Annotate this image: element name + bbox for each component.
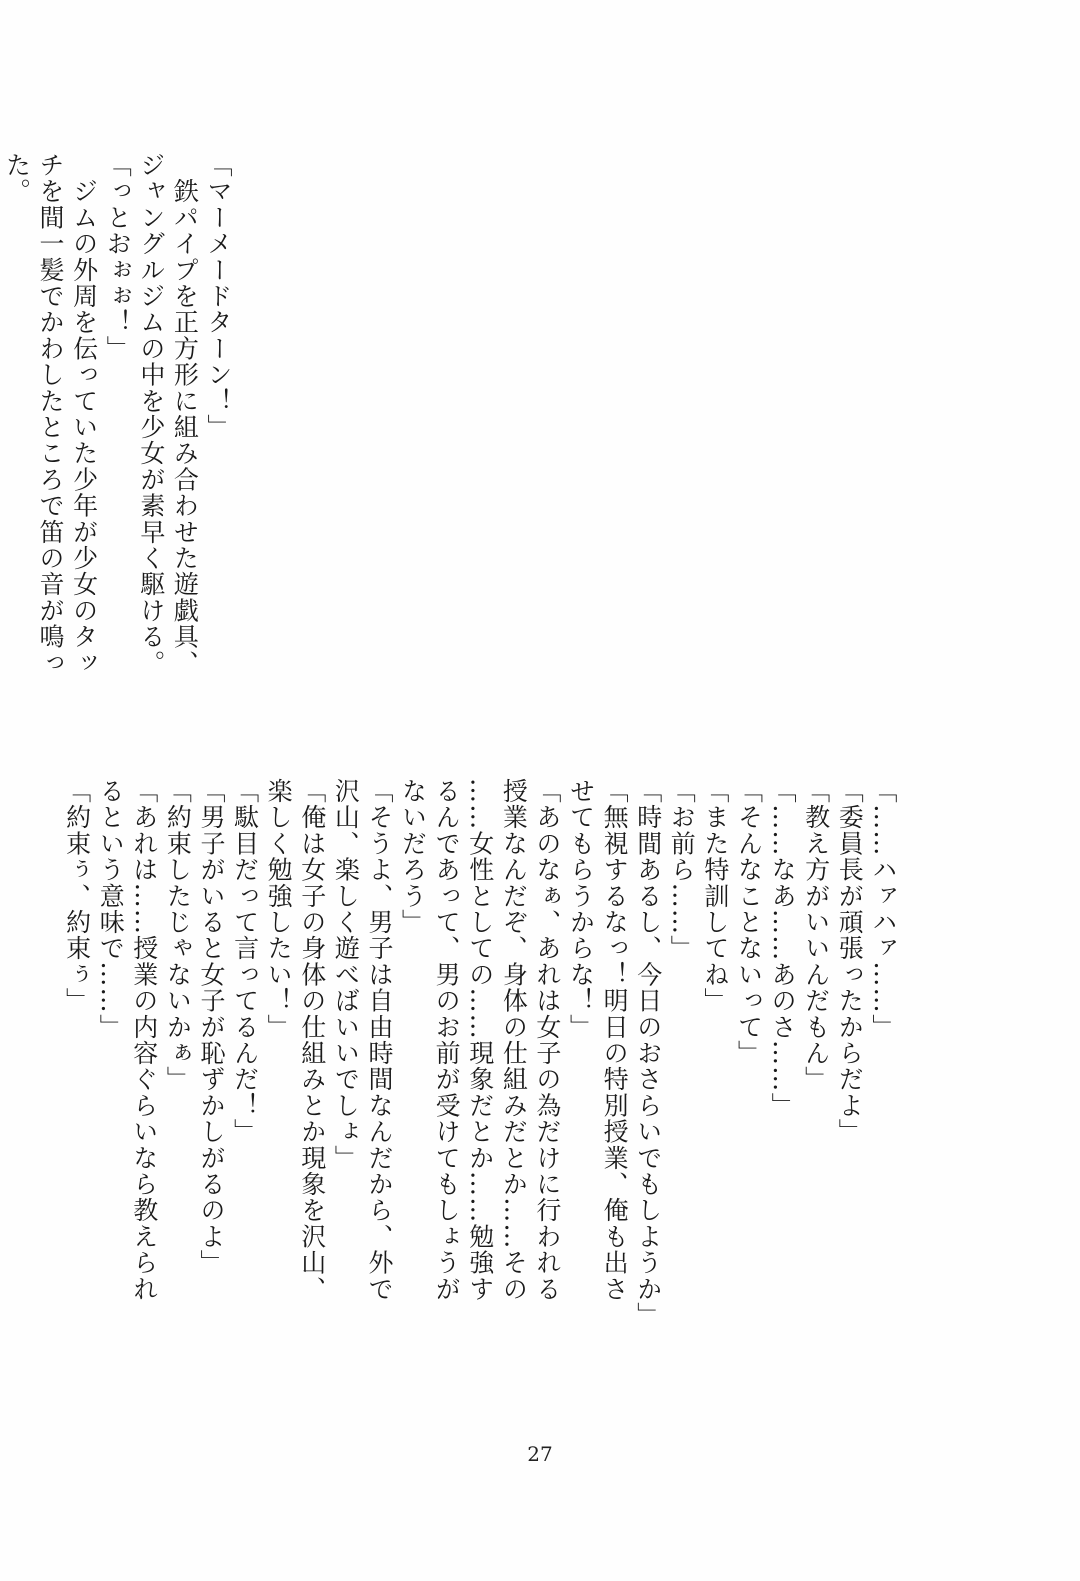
text-line: 「駄目だって言ってるんだ！」 xyxy=(230,778,260,1145)
text-line: 沢山、楽しく遊べばいいでしょ」 xyxy=(331,778,361,1171)
text-line: 「時間あるし、今日のおさらいでもしようか」 xyxy=(633,778,663,1329)
text-line: 「約束ぅ、約束ぅ」 xyxy=(62,778,92,1014)
text-line: ……女性としての……現象だとか……勉強す xyxy=(465,778,495,1302)
text-line: 「約束したじゃないかぁ」 xyxy=(163,778,193,1093)
page-number: 27 xyxy=(527,1442,553,1466)
text-line: るという意味で……」 xyxy=(96,778,126,1040)
text-line: 「……ハァハァ……」 xyxy=(868,778,898,1040)
text-line: 楽しく勉強したい！」 xyxy=(264,778,294,1040)
text-line: 「マーメードターン！」 xyxy=(204,152,233,441)
text-line: 「あのなぁ、あれは女子の為だけに行われる xyxy=(532,778,562,1302)
text-line: 「……なあ……あのさ……」 xyxy=(768,778,798,1119)
text-line: るんであって、男のお前が受けてもしょうが xyxy=(432,778,462,1302)
text-line: た。 xyxy=(2,152,32,205)
text-line: 「無視するなっ！明日の特別授業、俺も出さ xyxy=(600,778,630,1302)
top-text-block xyxy=(2,152,235,712)
text-line: 「っとおぉぉ！」 xyxy=(103,152,133,362)
text-line: 授業なんだぞ、身体の仕組みだとか……その xyxy=(499,778,529,1302)
text-line: 鉄パイプを正方形に組み合わせた遊戯具、 xyxy=(170,152,200,676)
text-line: チを間一髪でかわしたところで笛の音が鳴っ xyxy=(36,152,66,676)
text-line: 「委員長が頑張ったからだよ」 xyxy=(835,778,865,1145)
text-line: 「また特訓してね」 xyxy=(700,778,730,1014)
text-line: 「そんなことないって」 xyxy=(734,778,764,1067)
text-line: ないだろう」 xyxy=(398,778,428,936)
text-line: 「教え方がいいんだもん」 xyxy=(801,778,831,1093)
text-line: 「俺は女子の身体の仕組みとか現象を沢山、 xyxy=(297,778,327,1302)
text-line: 「お前ら……」 xyxy=(667,778,697,962)
text-line: 「男子がいると女子が恥ずかしがるのよ」 xyxy=(196,778,226,1276)
bottom-text-block xyxy=(60,778,900,1338)
text-line: 「そうよ、男子は自由時間なんだから、外で xyxy=(364,778,394,1302)
text-line: ジムの外周を伝っていた少年が少女のタッ xyxy=(69,152,99,676)
text-line: せてもらうからな！」 xyxy=(566,778,596,1040)
text-line: ジャングルジムの中を少女が素早く駆ける。 xyxy=(136,152,166,676)
text-line: 「あれは……授業の内容ぐらいなら教えられ xyxy=(129,778,159,1302)
